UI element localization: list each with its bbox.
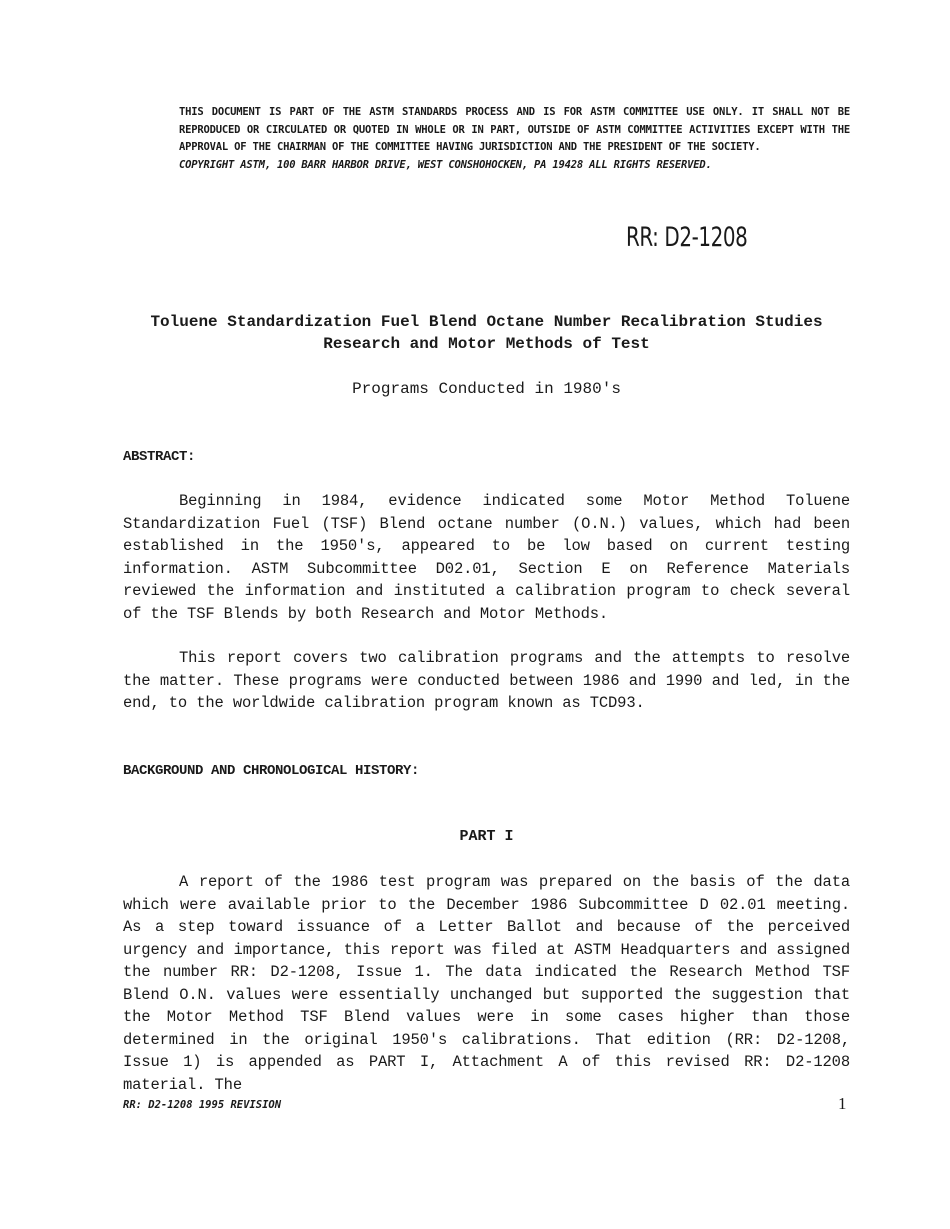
copyright-notice xyxy=(179,104,850,174)
report-number: RR: D2-1208 xyxy=(626,222,748,253)
notice-text: THIS DOCUMENT IS PART OF THE ASTM STANDARDS PROCESS AND IS FOR ASTM COMMITTEE USE ONLY. IT SHALL NOT BE REPRODUCED OR CIRCULATED OR QUOTED IN WHOLE OR IN PART, OUTSIDE OF ASTM COMMITTEE ACTIVITIES EXCEPT WITH THE APPROVAL OF THE CHAIRMAN OF THE COMMITTEE HAVING JURISDICTION AND THE PRESIDENT OF THE SOCIETY. xyxy=(179,106,850,153)
copyright-line: COPYRIGHT ASTM, 100 BARR HARBOR DRIVE, WEST CONSHOHOCKEN, PA 19428 ALL RIGHTS RESERVED. xyxy=(179,158,712,171)
title-line-1: Toluene Standardization Fuel Blend Octane Number Recalibration Studies xyxy=(150,313,823,331)
document-title xyxy=(123,311,850,355)
document-subtitle: Programs Conducted in 1980's xyxy=(352,380,621,398)
footer-revision: RR: D2-1208 1995 REVISION xyxy=(123,1099,282,1111)
background-heading: BACKGROUND AND CHRONOLOGICAL HISTORY: xyxy=(123,763,420,779)
background-paragraph-1: A report of the 1986 test program was prepared on the basis of the data which were available prior to the December 1986 Subcommittee D 02.01 meeting. As a step toward issuance of a Letter Ballot and because of the perceived urgency and importance, this report was filed at ASTM Headquarters and assigned the number RR: D2-1208, Issue 1. The data indicated the Research Method TSF Blend O.N. values were essentially unchanged but supported the suggestion that the Motor Method TSF Blend values were in some cases higher than those determined in the original 1950's calibrations. That edition (RR: D2-1208, Issue 1) is appended as PART I, Attachment A of this revised RR: D2-1208 material. The xyxy=(123,873,850,1094)
abstract-paragraph-1: Beginning in 1984, evidence indicated some Motor Method Toluene Standardization Fuel (TSF) Blend octane number (O.N.) values, which had been established in the 1950's, appeared to be low based on current testing information. ASTM Subcommittee D02.01, Section E on Reference Materials reviewed the information and instituted a calibration program to check several of the TSF Blends by both Research and Motor Methods. xyxy=(123,492,850,623)
abstract-heading: ABSTRACT: xyxy=(123,449,196,465)
abstract-paragraph-2: This report covers two calibration programs and the attempts to resolve the matter. These programs were conducted between 1986 and 1990 and led, in the end, to the worldwide calibration program known as TCD93. xyxy=(123,649,850,712)
part-heading: PART I xyxy=(459,828,514,845)
page-number: 1 xyxy=(838,1094,847,1113)
title-line-2: Research and Motor Methods of Test xyxy=(323,335,650,353)
